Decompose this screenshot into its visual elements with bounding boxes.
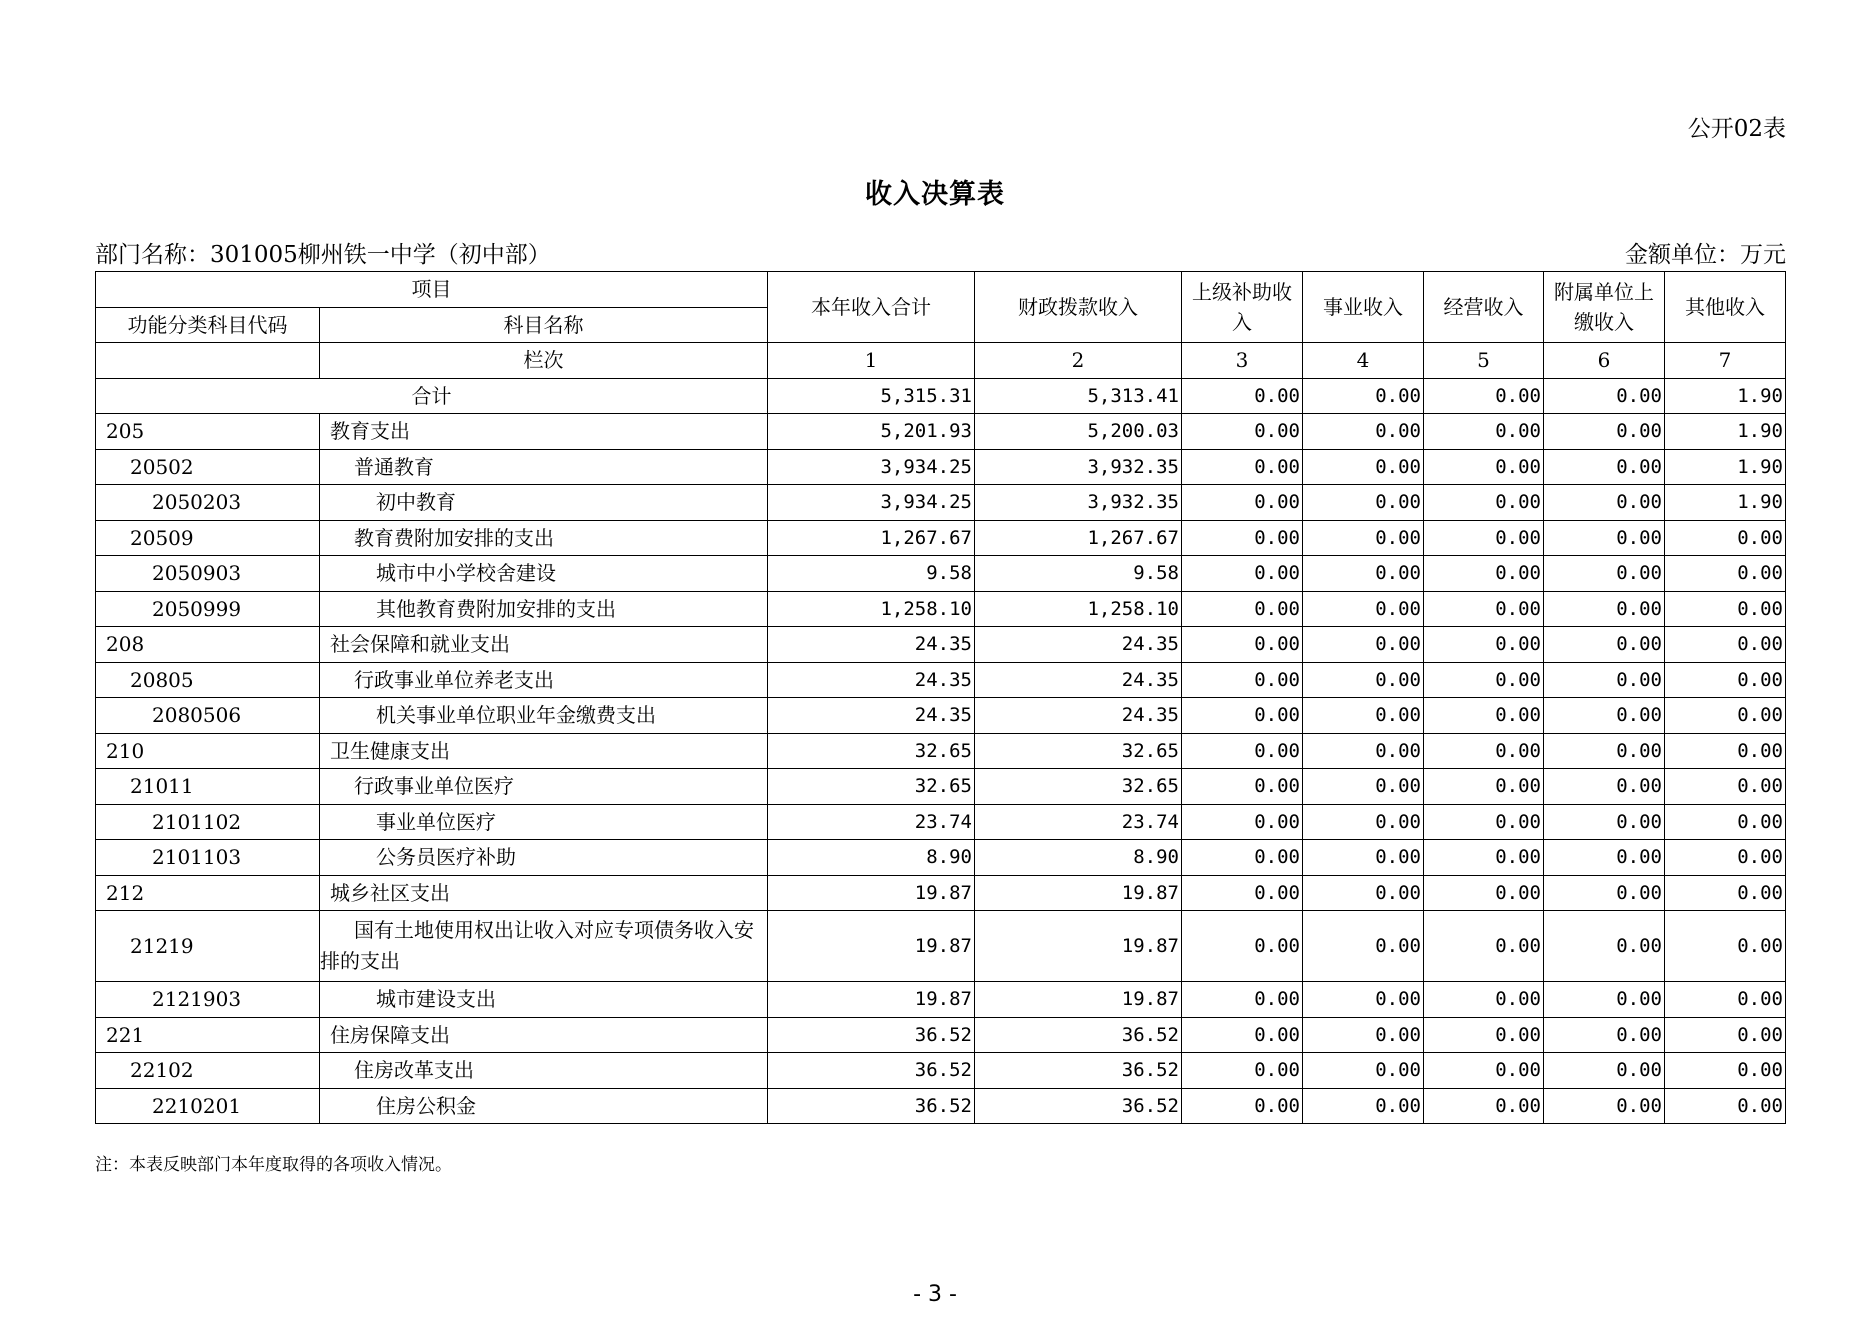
header-operating-income: 经营收入 <box>1424 272 1544 343</box>
subject-name: 城市中小学校舍建设 <box>320 556 768 592</box>
amount-cell: 24.35 <box>768 698 975 734</box>
amount-cell: 0.00 <box>1544 556 1665 592</box>
subject-name: 国有土地使用权出让收入对应专项债务收入安排的支出 <box>320 911 768 982</box>
amount-cell: 0.00 <box>1544 449 1665 485</box>
table-row <box>96 804 1786 840</box>
amount-cell: 0.00 <box>1424 449 1544 485</box>
amount-cell: 0.00 <box>1303 1017 1424 1053</box>
subject-code: 208 <box>96 627 320 663</box>
table-row <box>96 662 1786 698</box>
amount-cell: 0.00 <box>1303 698 1424 734</box>
column-index-blank <box>96 343 320 379</box>
amount-cell: 0.00 <box>1665 982 1786 1018</box>
amount-cell: 8.90 <box>975 840 1182 876</box>
amount-cell: 0.00 <box>1544 1053 1665 1089</box>
total-row <box>96 378 1786 414</box>
total-value: 1.90 <box>1665 378 1786 414</box>
amount-cell: 24.35 <box>768 627 975 663</box>
column-index-row <box>96 343 1786 379</box>
table-row <box>96 414 1786 450</box>
subject-name: 城市建设支出 <box>320 982 768 1018</box>
total-label: 合计 <box>96 378 768 414</box>
header-other-income: 其他收入 <box>1665 272 1786 343</box>
column-index: 3 <box>1182 343 1303 379</box>
amount-cell: 19.87 <box>768 875 975 911</box>
total-value: 0.00 <box>1544 378 1665 414</box>
table-row <box>96 698 1786 734</box>
header-project: 项目 <box>96 272 768 308</box>
amount-cell: 0.00 <box>1182 662 1303 698</box>
amount-cell: 0.00 <box>1303 875 1424 911</box>
subject-name: 事业单位医疗 <box>320 804 768 840</box>
amount-cell: 0.00 <box>1424 414 1544 450</box>
amount-cell: 0.00 <box>1182 733 1303 769</box>
column-index: 6 <box>1544 343 1665 379</box>
amount-cell: 0.00 <box>1424 591 1544 627</box>
amount-cell: 0.00 <box>1303 769 1424 805</box>
amount-cell: 0.00 <box>1424 911 1544 982</box>
amount-cell: 32.65 <box>975 733 1182 769</box>
amount-cell: 0.00 <box>1182 769 1303 805</box>
amount-cell: 1,267.67 <box>975 520 1182 556</box>
amount-cell: 19.87 <box>975 982 1182 1018</box>
amount-cell: 0.00 <box>1665 769 1786 805</box>
table-row <box>96 1017 1786 1053</box>
table-row <box>96 875 1786 911</box>
subject-code: 2101103 <box>96 840 320 876</box>
amount-cell: 32.65 <box>768 733 975 769</box>
amount-cell: 24.35 <box>768 662 975 698</box>
amount-cell: 36.52 <box>768 1017 975 1053</box>
total-value: 5,313.41 <box>975 378 1182 414</box>
amount-cell: 0.00 <box>1182 556 1303 592</box>
table-row <box>96 591 1786 627</box>
subject-code: 2080506 <box>96 698 320 734</box>
amount-cell: 0.00 <box>1182 840 1303 876</box>
table-row <box>96 1053 1786 1089</box>
amount-cell: 19.87 <box>975 875 1182 911</box>
amount-cell: 0.00 <box>1182 1088 1303 1124</box>
amount-cell: 0.00 <box>1303 804 1424 840</box>
amount-cell: 0.00 <box>1182 911 1303 982</box>
amount-cell: 0.00 <box>1303 982 1424 1018</box>
header-code: 功能分类科目代码 <box>96 307 320 343</box>
column-index: 1 <box>768 343 975 379</box>
amount-cell: 0.00 <box>1544 911 1665 982</box>
amount-cell: 0.00 <box>1665 733 1786 769</box>
subject-code: 221 <box>96 1017 320 1053</box>
amount-cell: 0.00 <box>1544 804 1665 840</box>
amount-cell: 0.00 <box>1424 982 1544 1018</box>
amount-cell: 19.87 <box>975 911 1182 982</box>
subject-name: 社会保障和就业支出 <box>320 627 768 663</box>
amount-cell: 5,201.93 <box>768 414 975 450</box>
amount-cell: 1.90 <box>1665 414 1786 450</box>
subject-code: 2050999 <box>96 591 320 627</box>
amount-cell: 0.00 <box>1544 520 1665 556</box>
amount-cell: 3,934.25 <box>768 449 975 485</box>
amount-cell: 0.00 <box>1303 911 1424 982</box>
table-row <box>96 733 1786 769</box>
amount-cell: 0.00 <box>1665 804 1786 840</box>
amount-cell: 0.00 <box>1424 769 1544 805</box>
amount-cell: 0.00 <box>1424 1017 1544 1053</box>
header-row-1 <box>96 272 1786 308</box>
amount-cell: 0.00 <box>1303 485 1424 521</box>
subject-code: 20805 <box>96 662 320 698</box>
column-index: 2 <box>975 343 1182 379</box>
amount-cell: 0.00 <box>1424 520 1544 556</box>
amount-cell: 0.00 <box>1665 520 1786 556</box>
amount-cell: 0.00 <box>1303 627 1424 663</box>
amount-cell: 32.65 <box>975 769 1182 805</box>
subject-name: 卫生健康支出 <box>320 733 768 769</box>
amount-cell: 0.00 <box>1182 485 1303 521</box>
total-value: 0.00 <box>1182 378 1303 414</box>
table-row <box>96 911 1786 982</box>
amount-cell: 0.00 <box>1303 1053 1424 1089</box>
subject-name: 教育支出 <box>320 414 768 450</box>
header-affiliated-income: 附属单位上缴收入 <box>1544 272 1665 343</box>
amount-cell: 3,932.35 <box>975 449 1182 485</box>
header-fiscal-income: 财政拨款收入 <box>975 272 1182 343</box>
amount-cell: 0.00 <box>1424 662 1544 698</box>
amount-cell: 0.00 <box>1544 840 1665 876</box>
subject-name: 行政事业单位医疗 <box>320 769 768 805</box>
amount-cell: 0.00 <box>1544 982 1665 1018</box>
subject-code: 21011 <box>96 769 320 805</box>
income-table <box>95 271 1786 1124</box>
subject-name: 行政事业单位养老支出 <box>320 662 768 698</box>
amount-cell: 0.00 <box>1303 591 1424 627</box>
amount-cell: 0.00 <box>1303 520 1424 556</box>
column-index-label: 栏次 <box>320 343 768 379</box>
subject-code: 2121903 <box>96 982 320 1018</box>
amount-unit: 金额单位：万元 <box>1625 242 1786 268</box>
subject-code: 205 <box>96 414 320 450</box>
subject-code: 212 <box>96 875 320 911</box>
amount-cell: 9.58 <box>768 556 975 592</box>
amount-cell: 0.00 <box>1665 556 1786 592</box>
amount-cell: 0.00 <box>1665 662 1786 698</box>
amount-cell: 0.00 <box>1182 1017 1303 1053</box>
amount-cell: 0.00 <box>1665 1017 1786 1053</box>
amount-cell: 0.00 <box>1665 840 1786 876</box>
amount-cell: 0.00 <box>1303 662 1424 698</box>
subject-name: 其他教育费附加安排的支出 <box>320 591 768 627</box>
amount-cell: 1,258.10 <box>975 591 1182 627</box>
amount-cell: 0.00 <box>1303 414 1424 450</box>
amount-cell: 8.90 <box>768 840 975 876</box>
amount-cell: 0.00 <box>1665 875 1786 911</box>
amount-cell: 24.35 <box>975 698 1182 734</box>
amount-cell: 36.52 <box>975 1017 1182 1053</box>
amount-cell: 0.00 <box>1665 698 1786 734</box>
subject-name: 初中教育 <box>320 485 768 521</box>
amount-cell: 0.00 <box>1424 1053 1544 1089</box>
total-value: 5,315.31 <box>768 378 975 414</box>
amount-cell: 23.74 <box>975 804 1182 840</box>
amount-cell: 0.00 <box>1303 556 1424 592</box>
subject-name: 住房改革支出 <box>320 1053 768 1089</box>
amount-cell: 0.00 <box>1303 733 1424 769</box>
amount-cell: 0.00 <box>1665 1053 1786 1089</box>
amount-cell: 3,932.35 <box>975 485 1182 521</box>
amount-cell: 0.00 <box>1424 804 1544 840</box>
department-name: 部门名称：301005柳州铁一中学（初中部） <box>95 242 551 268</box>
subject-code: 2210201 <box>96 1088 320 1124</box>
amount-cell: 19.87 <box>768 911 975 982</box>
amount-cell: 0.00 <box>1544 769 1665 805</box>
amount-cell: 0.00 <box>1182 1053 1303 1089</box>
amount-cell: 0.00 <box>1303 449 1424 485</box>
amount-cell: 0.00 <box>1544 485 1665 521</box>
amount-cell: 0.00 <box>1544 414 1665 450</box>
table-row <box>96 520 1786 556</box>
table-row <box>96 449 1786 485</box>
amount-cell: 0.00 <box>1424 556 1544 592</box>
amount-cell: 0.00 <box>1182 698 1303 734</box>
amount-cell: 0.00 <box>1424 840 1544 876</box>
table-row <box>96 1088 1786 1124</box>
amount-cell: 0.00 <box>1182 804 1303 840</box>
amount-cell: 36.52 <box>768 1053 975 1089</box>
subject-name: 住房公积金 <box>320 1088 768 1124</box>
amount-cell: 0.00 <box>1544 1088 1665 1124</box>
header-superior-subsidy: 上级补助收入 <box>1182 272 1303 343</box>
amount-cell: 19.87 <box>768 982 975 1018</box>
table-row <box>96 485 1786 521</box>
amount-cell: 0.00 <box>1424 1088 1544 1124</box>
amount-cell: 0.00 <box>1424 698 1544 734</box>
subject-code: 210 <box>96 733 320 769</box>
amount-cell: 0.00 <box>1303 840 1424 876</box>
amount-cell: 23.74 <box>768 804 975 840</box>
amount-cell: 0.00 <box>1424 485 1544 521</box>
amount-cell: 1.90 <box>1665 449 1786 485</box>
subject-name: 教育费附加安排的支出 <box>320 520 768 556</box>
total-value: 0.00 <box>1303 378 1424 414</box>
amount-cell: 0.00 <box>1665 591 1786 627</box>
amount-cell: 0.00 <box>1424 627 1544 663</box>
amount-cell: 0.00 <box>1665 627 1786 663</box>
amount-cell: 0.00 <box>1665 911 1786 982</box>
subject-code: 2101102 <box>96 804 320 840</box>
subject-name: 住房保障支出 <box>320 1017 768 1053</box>
header-name: 科目名称 <box>320 307 768 343</box>
form-number: 公开02表 <box>1687 116 1786 142</box>
amount-cell: 0.00 <box>1182 982 1303 1018</box>
amount-cell: 32.65 <box>768 769 975 805</box>
amount-cell: 0.00 <box>1424 875 1544 911</box>
subject-name: 普通教育 <box>320 449 768 485</box>
amount-cell: 0.00 <box>1544 698 1665 734</box>
amount-cell: 24.35 <box>975 662 1182 698</box>
subject-code: 20502 <box>96 449 320 485</box>
table-note: 注：本表反映部门本年度取得的各项收入情况。 <box>95 1155 452 1175</box>
amount-cell: 36.52 <box>975 1088 1182 1124</box>
subject-code: 21219 <box>96 911 320 982</box>
amount-cell: 0.00 <box>1544 733 1665 769</box>
table-row <box>96 982 1786 1018</box>
column-index: 5 <box>1424 343 1544 379</box>
page-number: - 3 - <box>913 1282 957 1307</box>
subject-name: 公务员医疗补助 <box>320 840 768 876</box>
header-business-income: 事业收入 <box>1303 272 1424 343</box>
amount-cell: 0.00 <box>1182 449 1303 485</box>
subject-code: 22102 <box>96 1053 320 1089</box>
amount-cell: 0.00 <box>1182 875 1303 911</box>
amount-cell: 36.52 <box>975 1053 1182 1089</box>
amount-cell: 1,258.10 <box>768 591 975 627</box>
amount-cell: 0.00 <box>1544 1017 1665 1053</box>
amount-cell: 0.00 <box>1544 875 1665 911</box>
amount-cell: 0.00 <box>1182 520 1303 556</box>
document-title: 收入决算表 <box>865 179 1005 210</box>
table-row <box>96 627 1786 663</box>
amount-cell: 0.00 <box>1182 591 1303 627</box>
amount-cell: 3,934.25 <box>768 485 975 521</box>
subject-code: 2050903 <box>96 556 320 592</box>
amount-cell: 1,267.67 <box>768 520 975 556</box>
subject-name: 城乡社区支出 <box>320 875 768 911</box>
amount-cell: 0.00 <box>1182 414 1303 450</box>
table-row <box>96 556 1786 592</box>
table-row <box>96 769 1786 805</box>
amount-cell: 0.00 <box>1544 662 1665 698</box>
amount-cell: 5,200.03 <box>975 414 1182 450</box>
column-index: 4 <box>1303 343 1424 379</box>
amount-cell: 0.00 <box>1544 591 1665 627</box>
amount-cell: 0.00 <box>1182 627 1303 663</box>
amount-cell: 0.00 <box>1424 733 1544 769</box>
amount-cell: 9.58 <box>975 556 1182 592</box>
amount-cell: 0.00 <box>1303 1088 1424 1124</box>
subject-code: 2050203 <box>96 485 320 521</box>
amount-cell: 1.90 <box>1665 485 1786 521</box>
column-index: 7 <box>1665 343 1786 379</box>
subject-code: 20509 <box>96 520 320 556</box>
subject-name: 机关事业单位职业年金缴费支出 <box>320 698 768 734</box>
amount-cell: 0.00 <box>1665 1088 1786 1124</box>
header-total-income: 本年收入合计 <box>768 272 975 343</box>
amount-cell: 36.52 <box>768 1088 975 1124</box>
amount-cell: 0.00 <box>1544 627 1665 663</box>
total-value: 0.00 <box>1424 378 1544 414</box>
table-row <box>96 840 1786 876</box>
amount-cell: 24.35 <box>975 627 1182 663</box>
